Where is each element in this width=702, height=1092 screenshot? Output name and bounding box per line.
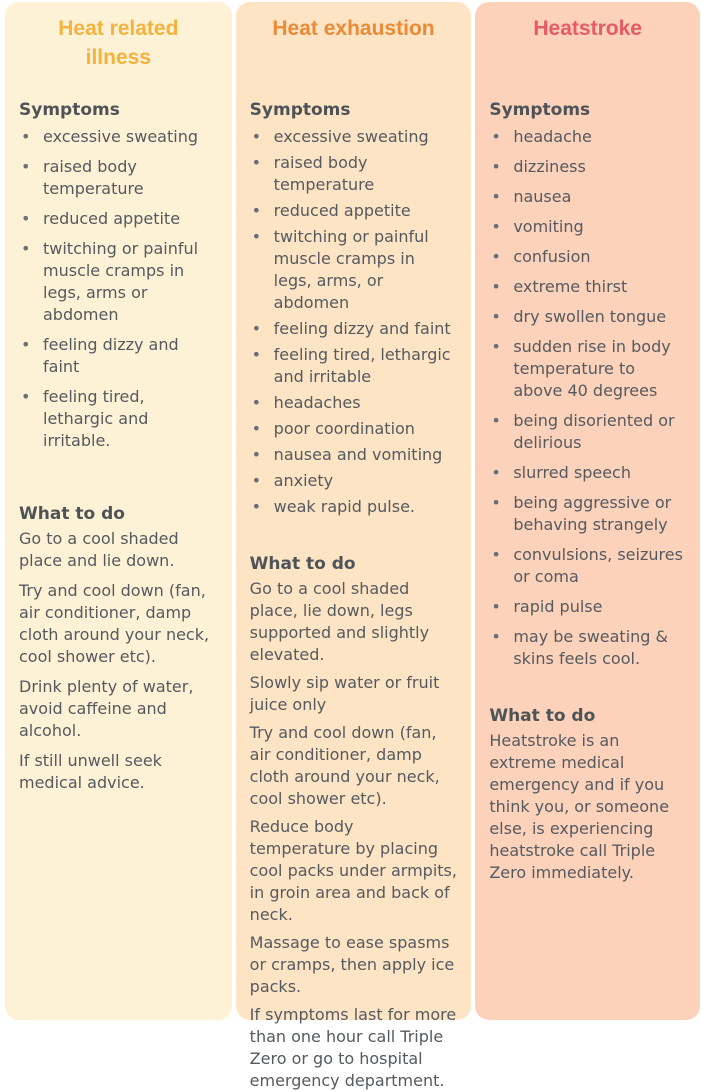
symptom-item: • dry swollen tongue: [489, 306, 686, 328]
symptom-item: • reduced appetite: [19, 208, 218, 230]
what-to-do-paragraph: Slowly sip water or fruit juice only: [249, 673, 440, 714]
symptom-item: • feeling tired, lethargic and irritable: [250, 344, 458, 388]
what-to-do-heading: What to do: [249, 554, 356, 574]
symptoms-list: [19, 126, 218, 452]
symptom-item: • being disoriented or delirious: [489, 410, 686, 454]
symptom-item: • twitching or painful muscle cramps in legs, arms or abdomen: [19, 238, 218, 326]
symptom-item: • being aggressive or behaving strangely: [489, 492, 686, 536]
symptom-item: • nausea: [489, 186, 686, 208]
column-title: Heat related illness: [58, 17, 179, 69]
symptom-item: • confusion: [489, 246, 686, 268]
what-to-do-paragraph: Heatstroke is an extreme medical emergency and if you think you, or someone else, is experiencing heatstroke call Triple Zero immediately.: [489, 731, 670, 882]
what-to-do-body: [250, 578, 458, 1092]
symptom-item: • excessive sweating: [19, 126, 218, 148]
what-to-do-body: [489, 730, 686, 884]
symptom-item: • dizziness: [489, 156, 686, 178]
symptoms-heading: Symptoms: [19, 100, 120, 120]
what-to-do-paragraph: Try and cool down (fan, air conditioner, damp cloth around your neck, cool shower etc).: [249, 723, 440, 808]
column-heat-exhaustion: [236, 2, 472, 1090]
what-to-do-paragraph: Massage to ease spasms or cramps, then apply ice packs.: [249, 933, 455, 996]
what-to-do-paragraph: Go to a cool shaded place and lie down.: [19, 529, 179, 570]
what-to-do-paragraph: If symptoms last for more than one hour call Triple Zero or go to hospital emergency department.: [249, 1005, 457, 1090]
symptom-item: • twitching or painful muscle cramps in legs, arms, or abdomen: [250, 226, 458, 314]
what-to-do-heading: What to do: [489, 706, 596, 726]
column-title: Heatstroke: [533, 17, 642, 40]
symptom-item: • sudden rise in body temperature to above 40 degrees: [489, 336, 686, 402]
symptom-item: • slurred speech: [489, 462, 686, 484]
symptom-item: • reduced appetite: [250, 200, 458, 222]
symptom-item: • feeling tired, lethargic and irritable.: [19, 386, 218, 452]
symptom-item: • excessive sweating: [250, 126, 458, 148]
column-title: Heat exhaustion: [272, 17, 435, 40]
symptom-item: • vomiting: [489, 216, 686, 238]
symptoms-list: [489, 126, 686, 670]
symptom-item: • poor coordination: [250, 418, 458, 440]
column-heat-related-illness: [5, 2, 232, 1020]
symptoms-list: [250, 126, 458, 518]
what-to-do-paragraph: Go to a cool shaded place, lie down, legs supported and slightly elevated.: [249, 579, 430, 664]
column-heatstroke: [475, 2, 700, 1020]
what-to-do-paragraph: Reduce body temperature by placing cool packs under armpits, in groin area and back of neck.: [249, 817, 457, 924]
symptom-item: • raised body temperature: [250, 152, 458, 196]
symptom-item: • weak rapid pulse.: [250, 496, 458, 518]
symptom-item: • extreme thirst: [489, 276, 686, 298]
symptom-item: • nausea and vomiting: [250, 444, 458, 466]
symptoms-heading: Symptoms: [249, 100, 351, 120]
symptoms-heading: Symptoms: [489, 100, 591, 120]
symptom-item: • convulsions, seizures or coma: [489, 544, 686, 588]
symptom-item: • feeling dizzy and faint: [19, 334, 218, 378]
what-to-do-paragraph: Try and cool down (fan, air conditioner, damp cloth around your neck, cool shower etc).: [19, 581, 210, 666]
symptom-item: • headaches: [250, 392, 458, 414]
what-to-do-paragraph: Drink plenty of water, avoid caffeine and alcohol.: [19, 677, 194, 740]
symptom-item: • raised body temperature: [19, 156, 218, 200]
symptom-item: • rapid pulse: [489, 596, 686, 618]
what-to-do-heading: What to do: [19, 504, 125, 524]
symptom-item: • headache: [489, 126, 686, 148]
symptom-item: • feeling dizzy and faint: [250, 318, 458, 340]
symptom-item: • may be sweating & skins feels cool.: [489, 626, 686, 670]
symptom-item: • anxiety: [250, 470, 458, 492]
what-to-do-paragraph: If still unwell seek medical advice.: [19, 751, 162, 792]
what-to-do-body: [19, 528, 218, 794]
